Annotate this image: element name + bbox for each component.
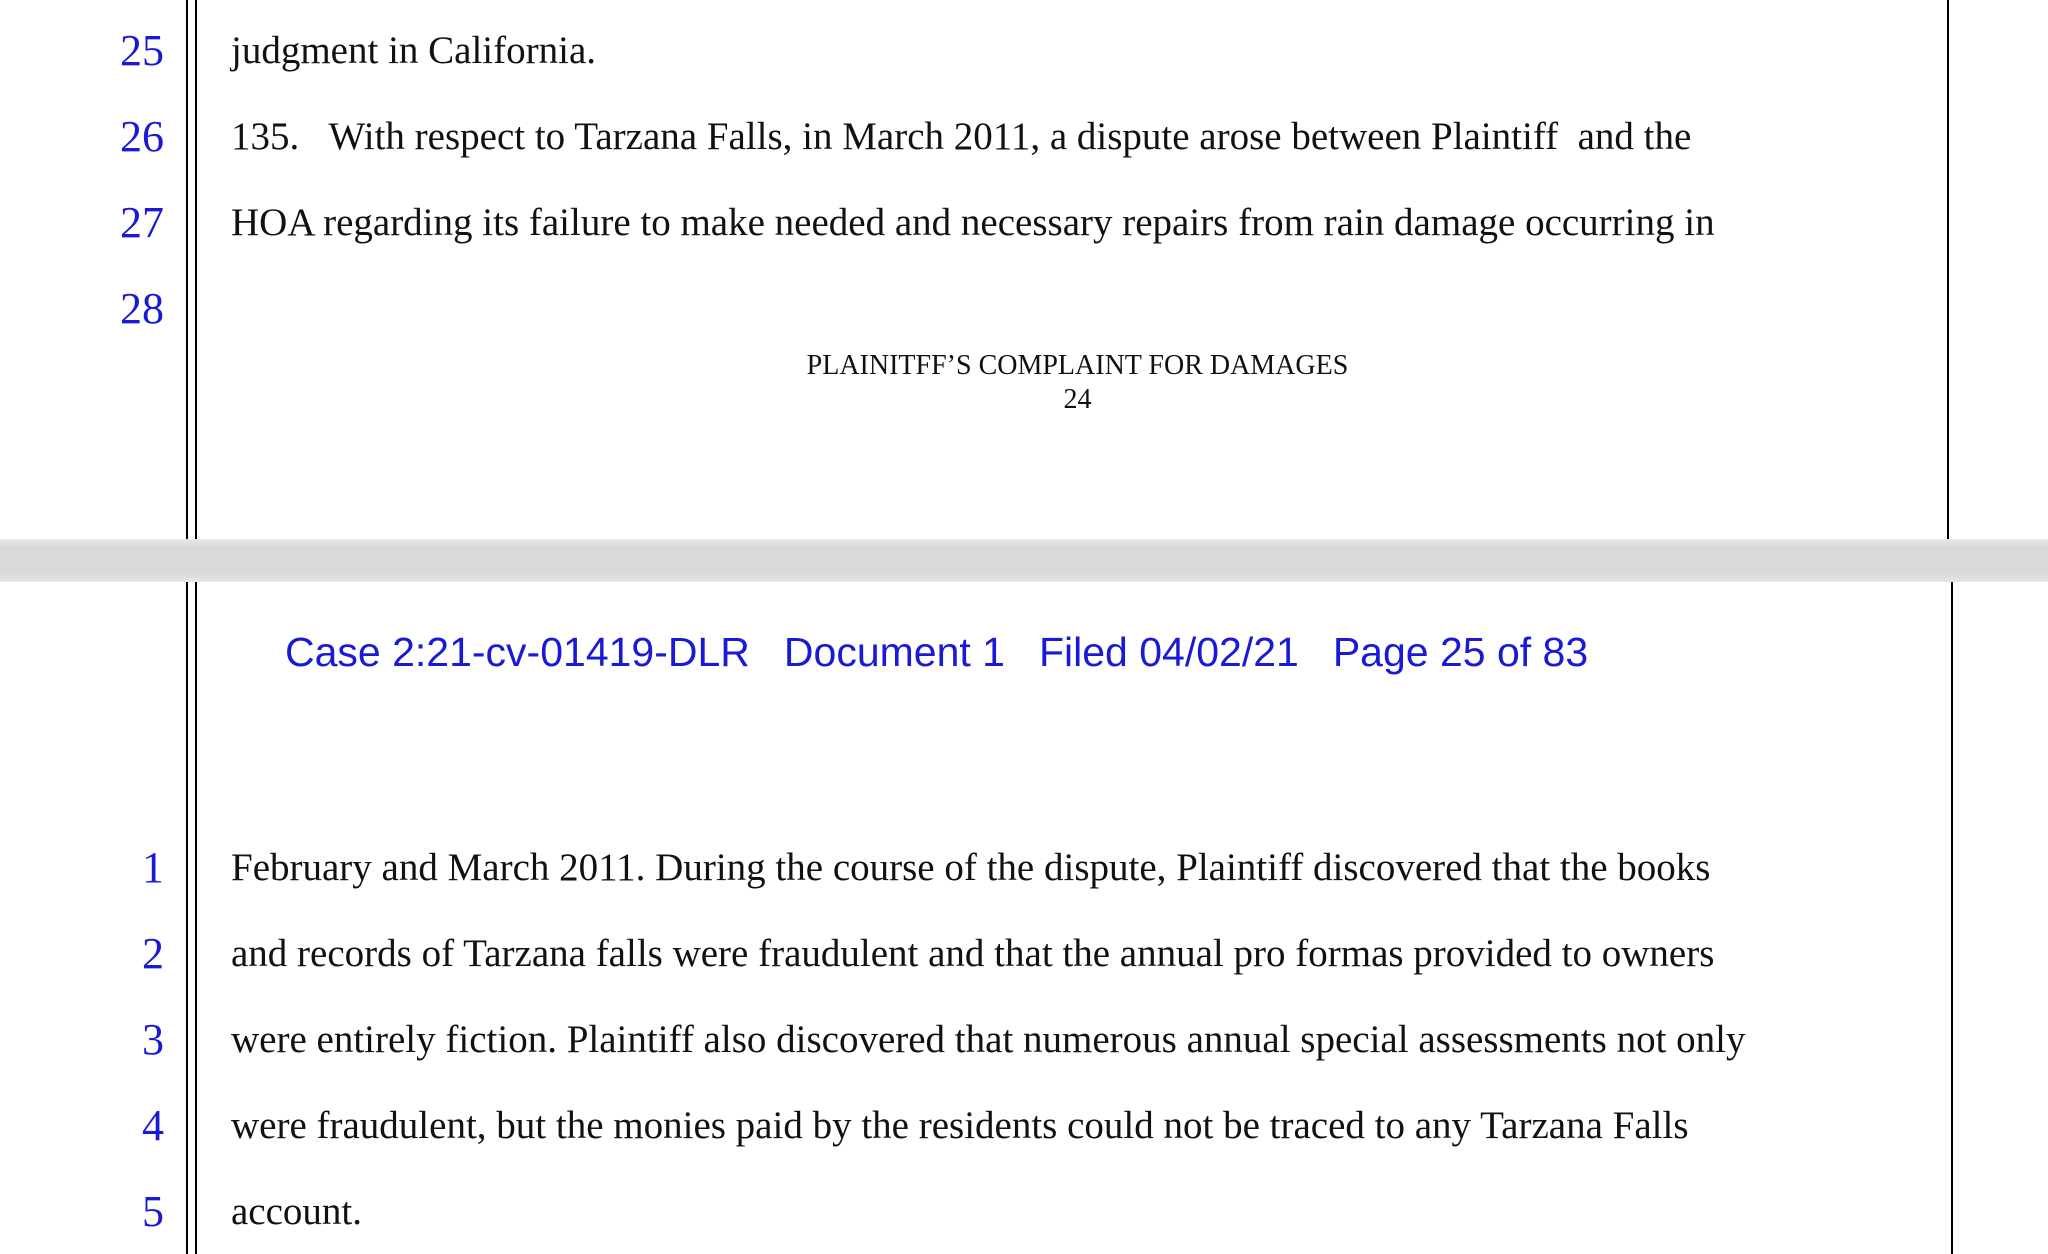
footer-page-number: 24 bbox=[1063, 384, 1092, 415]
right-margin-rule bbox=[1951, 582, 1953, 1254]
line-number: 27 bbox=[120, 198, 164, 247]
body-text-line: February and March 2011. During the course of the dispute, Plaintiff discovered that the books bbox=[231, 846, 1711, 889]
left-margin-rule bbox=[195, 582, 197, 1254]
document-number: Document 1 bbox=[783, 629, 1005, 675]
body-text-line: were entirely fiction. Plaintiff also discovered that numerous annual special assessments not only bbox=[231, 1018, 1746, 1061]
case-header bbox=[285, 626, 1622, 678]
line-number: 2 bbox=[142, 929, 164, 978]
footer-title: PLAINITFF’S COMPLAINT FOR DAMAGES bbox=[806, 350, 1349, 381]
line-number: 5 bbox=[142, 1187, 164, 1236]
body-text-line: were fraudulent, but the monies paid by the residents could not be traced to any Tarzana Falls bbox=[231, 1104, 1689, 1147]
right-margin-rule bbox=[1947, 0, 1949, 539]
body-text-line: and records of Tarzana falls were fraudulent and that the annual pro formas provided to owners bbox=[231, 932, 1715, 975]
line-number: 28 bbox=[120, 284, 164, 333]
body-text-line: HOA regarding its failure to make needed and necessary repairs from rain damage occurring in bbox=[231, 201, 1715, 244]
left-margin-rule bbox=[186, 0, 188, 539]
page-of-total: Page 25 of 83 bbox=[1332, 629, 1589, 675]
line-number: 4 bbox=[142, 1101, 164, 1150]
left-margin-rule bbox=[186, 582, 188, 1254]
line-number: 26 bbox=[120, 112, 164, 161]
left-margin-rule bbox=[195, 0, 197, 539]
filed-date: Filed 04/02/21 bbox=[1038, 629, 1299, 675]
page-24 bbox=[0, 0, 2048, 539]
page-separator bbox=[0, 539, 2048, 582]
body-text-line: judgment in California. bbox=[231, 29, 597, 72]
body-text-line: 135. With respect to Tarzana Falls, in March 2011, a dispute arose between Plaintiff and the bbox=[231, 115, 1692, 158]
page-25 bbox=[0, 582, 2048, 1254]
case-number: Case 2:21-cv-01419-DLR bbox=[285, 629, 750, 675]
line-number: 1 bbox=[142, 843, 164, 892]
body-text-line: account. bbox=[231, 1190, 363, 1233]
line-number: 25 bbox=[120, 26, 164, 75]
line-number: 3 bbox=[142, 1015, 164, 1064]
